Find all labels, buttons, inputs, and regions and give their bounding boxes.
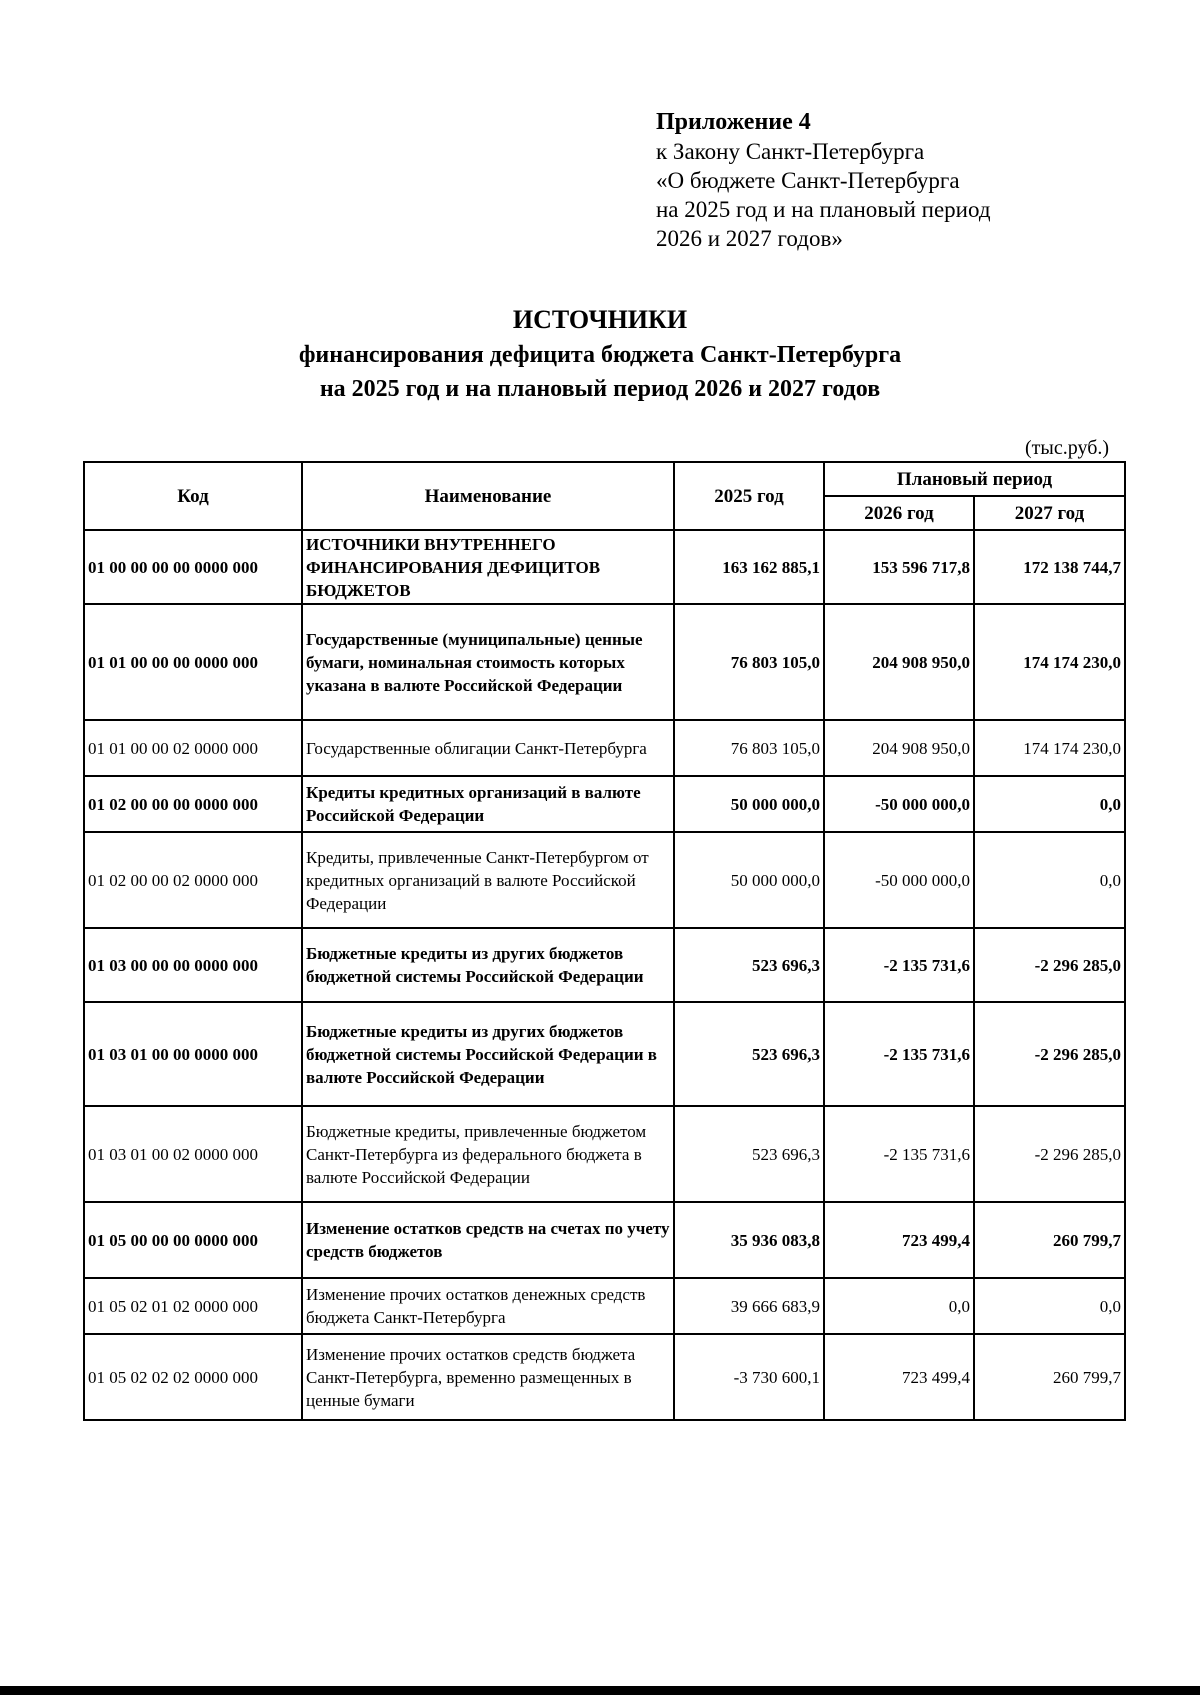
table-body <box>84 530 1125 1420</box>
row-value-2026: 0,0 <box>824 1278 974 1334</box>
row-code: 01 03 00 00 00 0000 000 <box>84 928 302 1002</box>
row-value-2027: 174 174 230,0 <box>974 720 1125 776</box>
row-value-2026: -2 135 731,6 <box>824 1002 974 1106</box>
row-value-2027: 0,0 <box>974 832 1125 928</box>
row-value-2025: 76 803 105,0 <box>674 720 824 776</box>
appendix-line: на 2025 год и на плановый период <box>656 197 991 222</box>
table-row <box>84 1334 1125 1420</box>
row-value-2025: 50 000 000,0 <box>674 776 824 832</box>
row-value-2027: 174 174 230,0 <box>974 604 1125 720</box>
table-row <box>84 1002 1125 1106</box>
financing-sources-table <box>83 461 1126 1421</box>
header-code: Код <box>84 462 302 530</box>
row-name: Бюджетные кредиты из других бюджетов бюджетной системы Российской Федерации <box>302 928 674 1002</box>
row-code: 01 01 00 00 02 0000 000 <box>84 720 302 776</box>
row-value-2025: 50 000 000,0 <box>674 832 824 928</box>
table-row <box>84 604 1125 720</box>
row-code: 01 00 00 00 00 0000 000 <box>84 530 302 604</box>
row-code: 01 02 00 00 02 0000 000 <box>84 832 302 928</box>
row-name: ИСТОЧНИКИ ВНУТРЕННЕГО ФИНАНСИРОВАНИЯ ДЕФИЦИТОВ БЮДЖЕТОВ <box>302 530 674 604</box>
header-2025: 2025 год <box>674 462 824 530</box>
row-value-2025: 523 696,3 <box>674 928 824 1002</box>
row-value-2026: 153 596 717,8 <box>824 530 974 604</box>
row-value-2026: -50 000 000,0 <box>824 832 974 928</box>
row-value-2025: 163 162 885,1 <box>674 530 824 604</box>
header-2026: 2026 год <box>824 496 974 530</box>
table-row <box>84 1278 1125 1334</box>
header-2027: 2027 год <box>974 496 1125 530</box>
table-row <box>84 1106 1125 1202</box>
heading-title: ИСТОЧНИКИ <box>512 305 688 334</box>
row-value-2025: 523 696,3 <box>674 1106 824 1202</box>
units-label: (тыс.руб.) <box>1025 437 1110 459</box>
table-row <box>84 720 1125 776</box>
row-name: Изменение прочих остатков средств бюджета Санкт-Петербурга, временно размещенных в ценные бумаги <box>302 1334 674 1420</box>
row-code: 01 05 02 02 02 0000 000 <box>84 1334 302 1420</box>
row-name: Кредиты, привлеченные Санкт-Петербургом от кредитных организаций в валюте Российской Федерации <box>302 832 674 928</box>
row-value-2026: 204 908 950,0 <box>824 604 974 720</box>
row-value-2027: 172 138 744,7 <box>974 530 1125 604</box>
row-name: Государственные (муниципальные) ценные бумаги, номинальная стоимость которых указана в валюте Российской Федерации <box>302 604 674 720</box>
row-name: Изменение прочих остатков денежных средств бюджета Санкт-Петербурга <box>302 1278 674 1334</box>
row-value-2027: 0,0 <box>974 776 1125 832</box>
appendix-line: к Закону Санкт-Петербурга <box>656 139 925 164</box>
appendix-block <box>656 108 991 253</box>
heading-period: на 2025 год и на плановый период 2026 и 2027 годов <box>319 376 881 402</box>
row-code: 01 03 01 00 02 0000 000 <box>84 1106 302 1202</box>
row-value-2025: 76 803 105,0 <box>674 604 824 720</box>
document-heading <box>0 302 1200 406</box>
row-value-2026: 723 499,4 <box>824 1202 974 1278</box>
row-value-2027: -2 296 285,0 <box>974 928 1125 1002</box>
row-value-2026: -2 135 731,6 <box>824 928 974 1002</box>
row-value-2026: 204 908 950,0 <box>824 720 974 776</box>
row-value-2026: 723 499,4 <box>824 1334 974 1420</box>
heading-subtitle: финансирования дефицита бюджета Санкт-Петербурга <box>298 342 902 368</box>
row-name: Бюджетные кредиты из других бюджетов бюджетной системы Российской Федерации в валюте Российской Федерации <box>302 1002 674 1106</box>
scan-edge <box>0 1686 1200 1695</box>
row-code: 01 02 00 00 00 0000 000 <box>84 776 302 832</box>
row-name: Государственные облигации Санкт-Петербурга <box>302 720 674 776</box>
header-plan-period: Плановый период <box>824 462 1125 496</box>
row-value-2025: 35 936 083,8 <box>674 1202 824 1278</box>
header-name: Наименование <box>302 462 674 530</box>
row-value-2025: 523 696,3 <box>674 1002 824 1106</box>
appendix-line: «О бюджете Санкт-Петербурга <box>656 168 960 193</box>
row-name: Бюджетные кредиты, привлеченные бюджетом Санкт-Петербурга из федерального бюджета в валюте Российской Федерации <box>302 1106 674 1202</box>
row-value-2027: 260 799,7 <box>974 1334 1125 1420</box>
table-row <box>84 776 1125 832</box>
row-value-2027: -2 296 285,0 <box>974 1106 1125 1202</box>
table-row <box>84 530 1125 604</box>
appendix-title: Приложение 4 <box>656 109 811 135</box>
row-value-2026: -50 000 000,0 <box>824 776 974 832</box>
appendix-line: 2026 и 2027 годов» <box>656 226 843 251</box>
row-value-2027: 260 799,7 <box>974 1202 1125 1278</box>
row-code: 01 05 02 01 02 0000 000 <box>84 1278 302 1334</box>
table-row <box>84 832 1125 928</box>
row-name: Изменение остатков средств на счетах по учету средств бюджетов <box>302 1202 674 1278</box>
row-name: Кредиты кредитных организаций в валюте Российской Федерации <box>302 776 674 832</box>
row-code: 01 05 00 00 00 0000 000 <box>84 1202 302 1278</box>
row-value-2025: -3 730 600,1 <box>674 1334 824 1420</box>
table-row <box>84 928 1125 1002</box>
row-code: 01 03 01 00 00 0000 000 <box>84 1002 302 1106</box>
row-value-2027: 0,0 <box>974 1278 1125 1334</box>
row-code: 01 01 00 00 00 0000 000 <box>84 604 302 720</box>
row-value-2026: -2 135 731,6 <box>824 1106 974 1202</box>
row-value-2025: 39 666 683,9 <box>674 1278 824 1334</box>
row-value-2027: -2 296 285,0 <box>974 1002 1125 1106</box>
table-row <box>84 1202 1125 1278</box>
